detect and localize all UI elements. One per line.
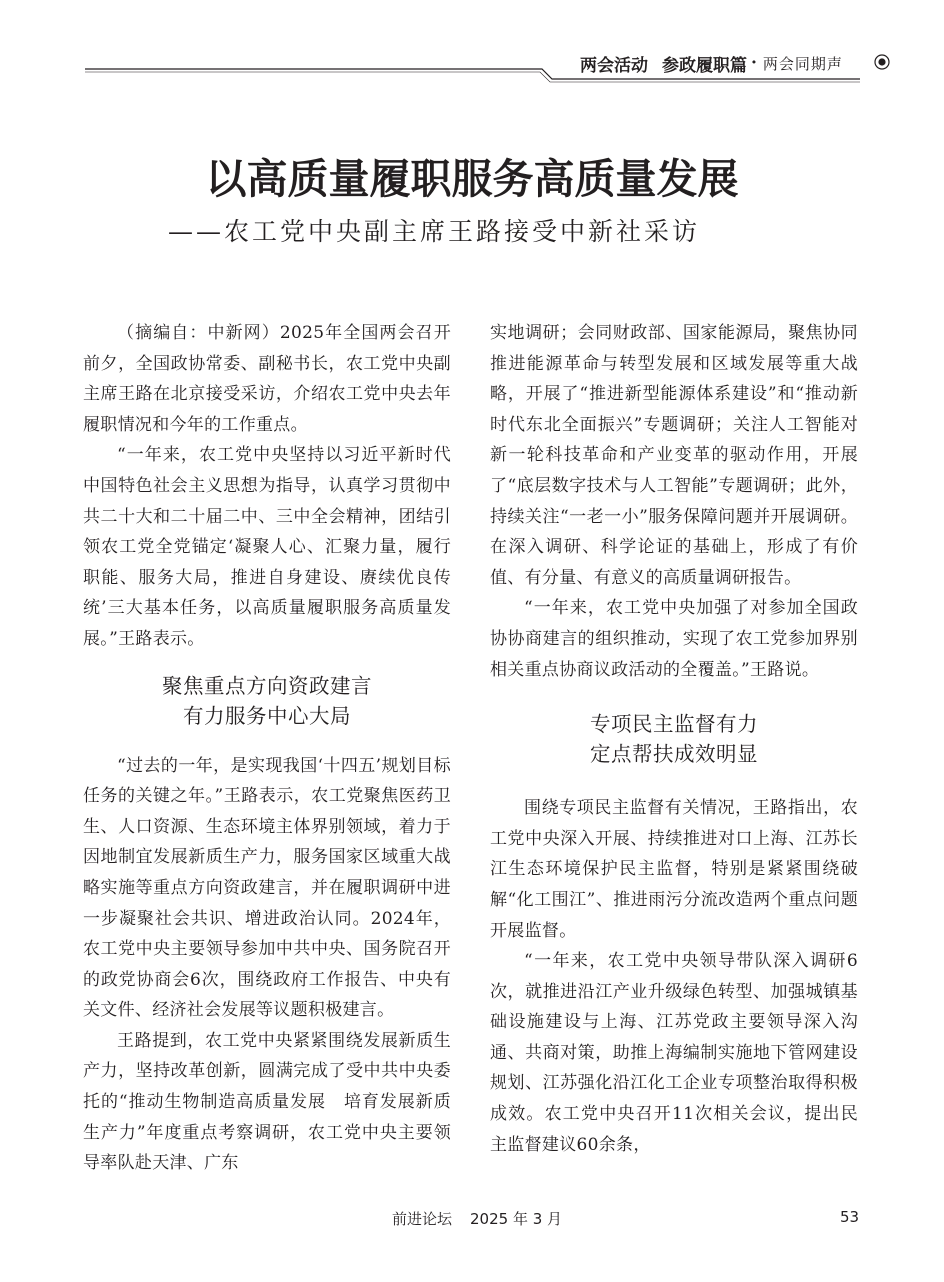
section-heading-line: 专项民主监督有力 bbox=[590, 712, 758, 737]
paragraph: 王路提到，农工党中央紧紧围绕发展新质生产力，坚持改革创新，圆满完成了受中共中央委托的“推动生物制造高质量发展 培育发展新质生产力”年度重点考察调研，农工党中央主要领导率队赴天津、广东 bbox=[83, 1030, 451, 1174]
paragraph: “一年来，农工党中央加强了对参加全国政协协商建言的组织推动，实现了农工党参加界别相关重点协商议政活动的全覆盖。”王路说。 bbox=[490, 598, 858, 680]
header-column: 两会同期声 bbox=[762, 54, 843, 73]
header-rule bbox=[0, 0, 944, 90]
footer-journal: 前进论坛 bbox=[392, 1210, 453, 1228]
header-category: 参政履职篇 bbox=[662, 55, 747, 76]
section-heading-line: 定点帮扶成效明显 bbox=[590, 742, 758, 767]
article-title: 以高质量履职服务高质量发展 bbox=[205, 155, 739, 203]
header-separator: · bbox=[751, 53, 757, 73]
running-header bbox=[580, 52, 890, 74]
section-heading bbox=[83, 671, 451, 731]
paragraph: “一年来，农工党中央坚持以习近平新时代中国特色社会主义思想为指导，认真学习贯彻中共二十大和二十届二中、三中全会精神，团结引领农工党全党锚定‘凝聚人心、汇聚力量，履行职能、服务大局，推进自身建设、赓续优良传统’三大基本任务，以高质量履职服务高质量发展。”王路表示。 bbox=[83, 445, 451, 649]
paragraph: 实地调研；会同财政部、国家能源局，聚焦协同推进能源革命与转型发展和区域发展等重大战略，开展了“推进新型能源体系建设”和“推动新时代东北全面振兴”专题调研；关注人工智能对新一轮科技革命和产业变革的驱动作用，开展了“底层数字技术与人工智能”专题调研；此外，持续关注“一老一小”服务保障问题并开展调研。在深入调研、科学论证的基础上，形成了有价值、有分量、有意义的高质量调研报告。 bbox=[490, 323, 858, 588]
paragraph: “过去的一年，是实现我国‘十四五’规划目标任务的关键之年。”王路表示，农工党聚焦医药卫生、人口资源、生态环境主体界别领域，着力于因地制宜发展新质生产力，服务国家区域重大战略实施等重点方向资政建言，并在履职调研中进一步凝聚社会共识、增进政治认同。2024年，农工党中央主要领导参加中共中央、国务院召开的政党协商会6次，围绕政府工作报告、中央有关文件、经济社会发展等议题积极建言。 bbox=[83, 755, 451, 1021]
header-section: 两会活动 bbox=[580, 55, 648, 76]
left-column bbox=[83, 318, 451, 1179]
article-subtitle: ——农工党中央副主席王路接受中新社采访 bbox=[168, 217, 701, 246]
paragraph: 围绕专项民主监督有关情况，王路指出，农工党中央深入开展、持续推进对口上海、江苏长江生态环境保护民主监督，特别是紧紧围绕破解“化工围江”、推进雨污分流改造两个重点问题开展监督。 bbox=[490, 798, 858, 941]
page-number: 53 bbox=[840, 1208, 860, 1226]
section-heading-line: 聚焦重点方向资政建言 bbox=[162, 673, 372, 698]
footer-date: 2025 年 3 月 bbox=[470, 1210, 563, 1228]
section-heading bbox=[490, 709, 858, 769]
target-icon bbox=[874, 54, 890, 70]
paragraph: “一年来，农工党中央领导带队深入调研6次，就推进沿江产业升级绿色转型、加强城镇基础设施建设与上海、江苏党政主要领导深入沟通、共商对策，助推上海编制实施地下管网建设规划、江苏强化沿江化工企业专项整治取得积极成效。农工党中央召开11次相关会议，提出民主监督建议60余条， bbox=[490, 951, 858, 1155]
section-heading-line: 有力服务中心大局 bbox=[183, 703, 351, 728]
paragraph: （摘编自：中新网）2025年全国两会召开前夕，全国政协常委、副秘书长，农工党中央副主席王路在北京接受采访，介绍农工党中央去年履职情况和今年的工作重点。 bbox=[83, 323, 451, 435]
right-column bbox=[490, 318, 858, 1160]
